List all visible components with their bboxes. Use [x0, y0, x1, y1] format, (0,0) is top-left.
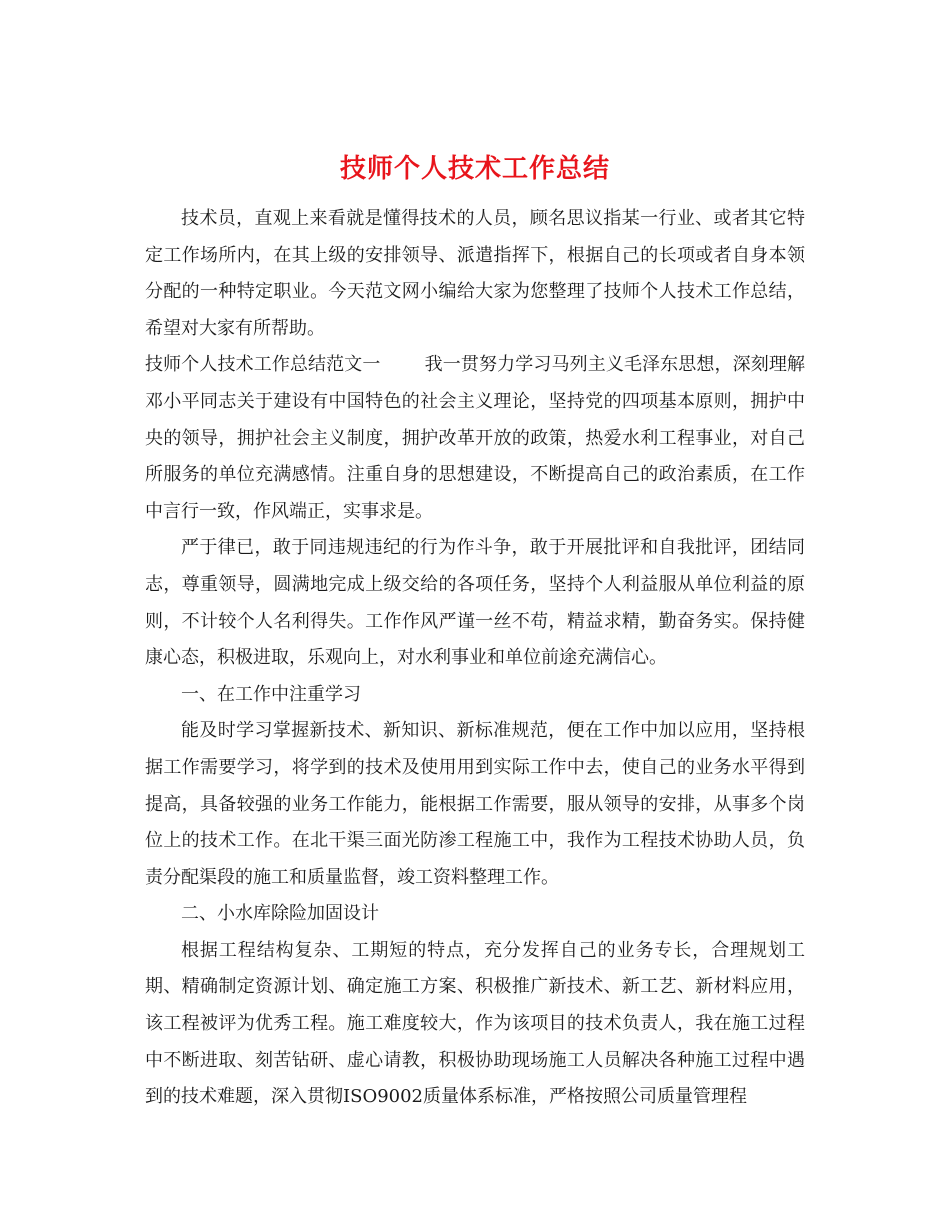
sample-paragraph: [145, 347, 805, 530]
document-body: [145, 201, 805, 1116]
discipline-paragraph: 严于律已，敢于同违规违纪的行为作斗争，敢于开展批评和自我批评，团结同志，尊重领导，圆满地完成上级交给的各项任务，坚持个人利益服从单位利益的原则，不计较个人名利得失。工作作风严谨一丝不苟，精益求精，勤奋务实。保持健康心态，积极进取，乐观向上，对水利事业和单位前途充满信心。: [145, 537, 805, 669]
sample-paragraph-text: 我一贯努力学习马列主义毛泽东思想，深刻理解邓小平同志关于建设有中国特色的社会主义理论，坚持党的四项基本原则，拥护中央的领导，拥护社会主义制度，拥护改革开放的政策，热爱水利工程事业，对自己所服务的单位充满感情。注重自身的思想建设，不断提高自己的政治素质，在工作中言行一致，作风端正，实事求是。: [145, 354, 805, 522]
document-title: 技师个人技术工作总结: [339, 154, 610, 185]
section-1-paragraph: 能及时学习掌握新技术、新知识、新标准规范，便在工作中加以应用，坚持根据工作需要学习，将学到的技术及使用用到实际工作中去，使自己的业务水平得到提高，具备较强的业务工作能力，能根据工作需要，服从领导的安排，从事多个岗位上的技术工作。在北干渠三面光防渗工程施工中，我作为工程技术协助人员，负责分配渠段的施工和质量监督，竣工资料整理工作。: [145, 720, 805, 888]
intro-paragraph: 技术员，直观上来看就是懂得技术的人员，顾名思议指某一行业、或者其它特定工作场所内，在其上级的安排领导、派遣指挥下，根据自己的长项或者自身本领分配的一种特定职业。今天范文网小编给大家为您整理了技师个人技术工作总结，希望对大家有所帮助。: [145, 208, 805, 339]
sample-heading: 技师个人技术工作总结范文一: [145, 354, 381, 376]
section-2-heading: 二、小水库除险加固设计: [181, 903, 379, 925]
section-2-paragraph: 根据工程结构复杂、工期短的特点，充分发挥自己的业务专长，合理规划工期、精确制定资源计划、确定施工方案、积极推广新技术、新工艺、新材料应用，该工程被评为优秀工程。施工难度较大，作为该项目的技术负责人，我在施工过程中不断进取、刻苦钻研、虚心请教，积极协助现场施工人员解决各种施工过程中遇到的技术难题，深入贯彻ISO9002质量体系标准，严格按照公司质量管理程: [145, 939, 805, 1108]
section-1-heading: 一、在工作中注重学习: [181, 683, 361, 705]
